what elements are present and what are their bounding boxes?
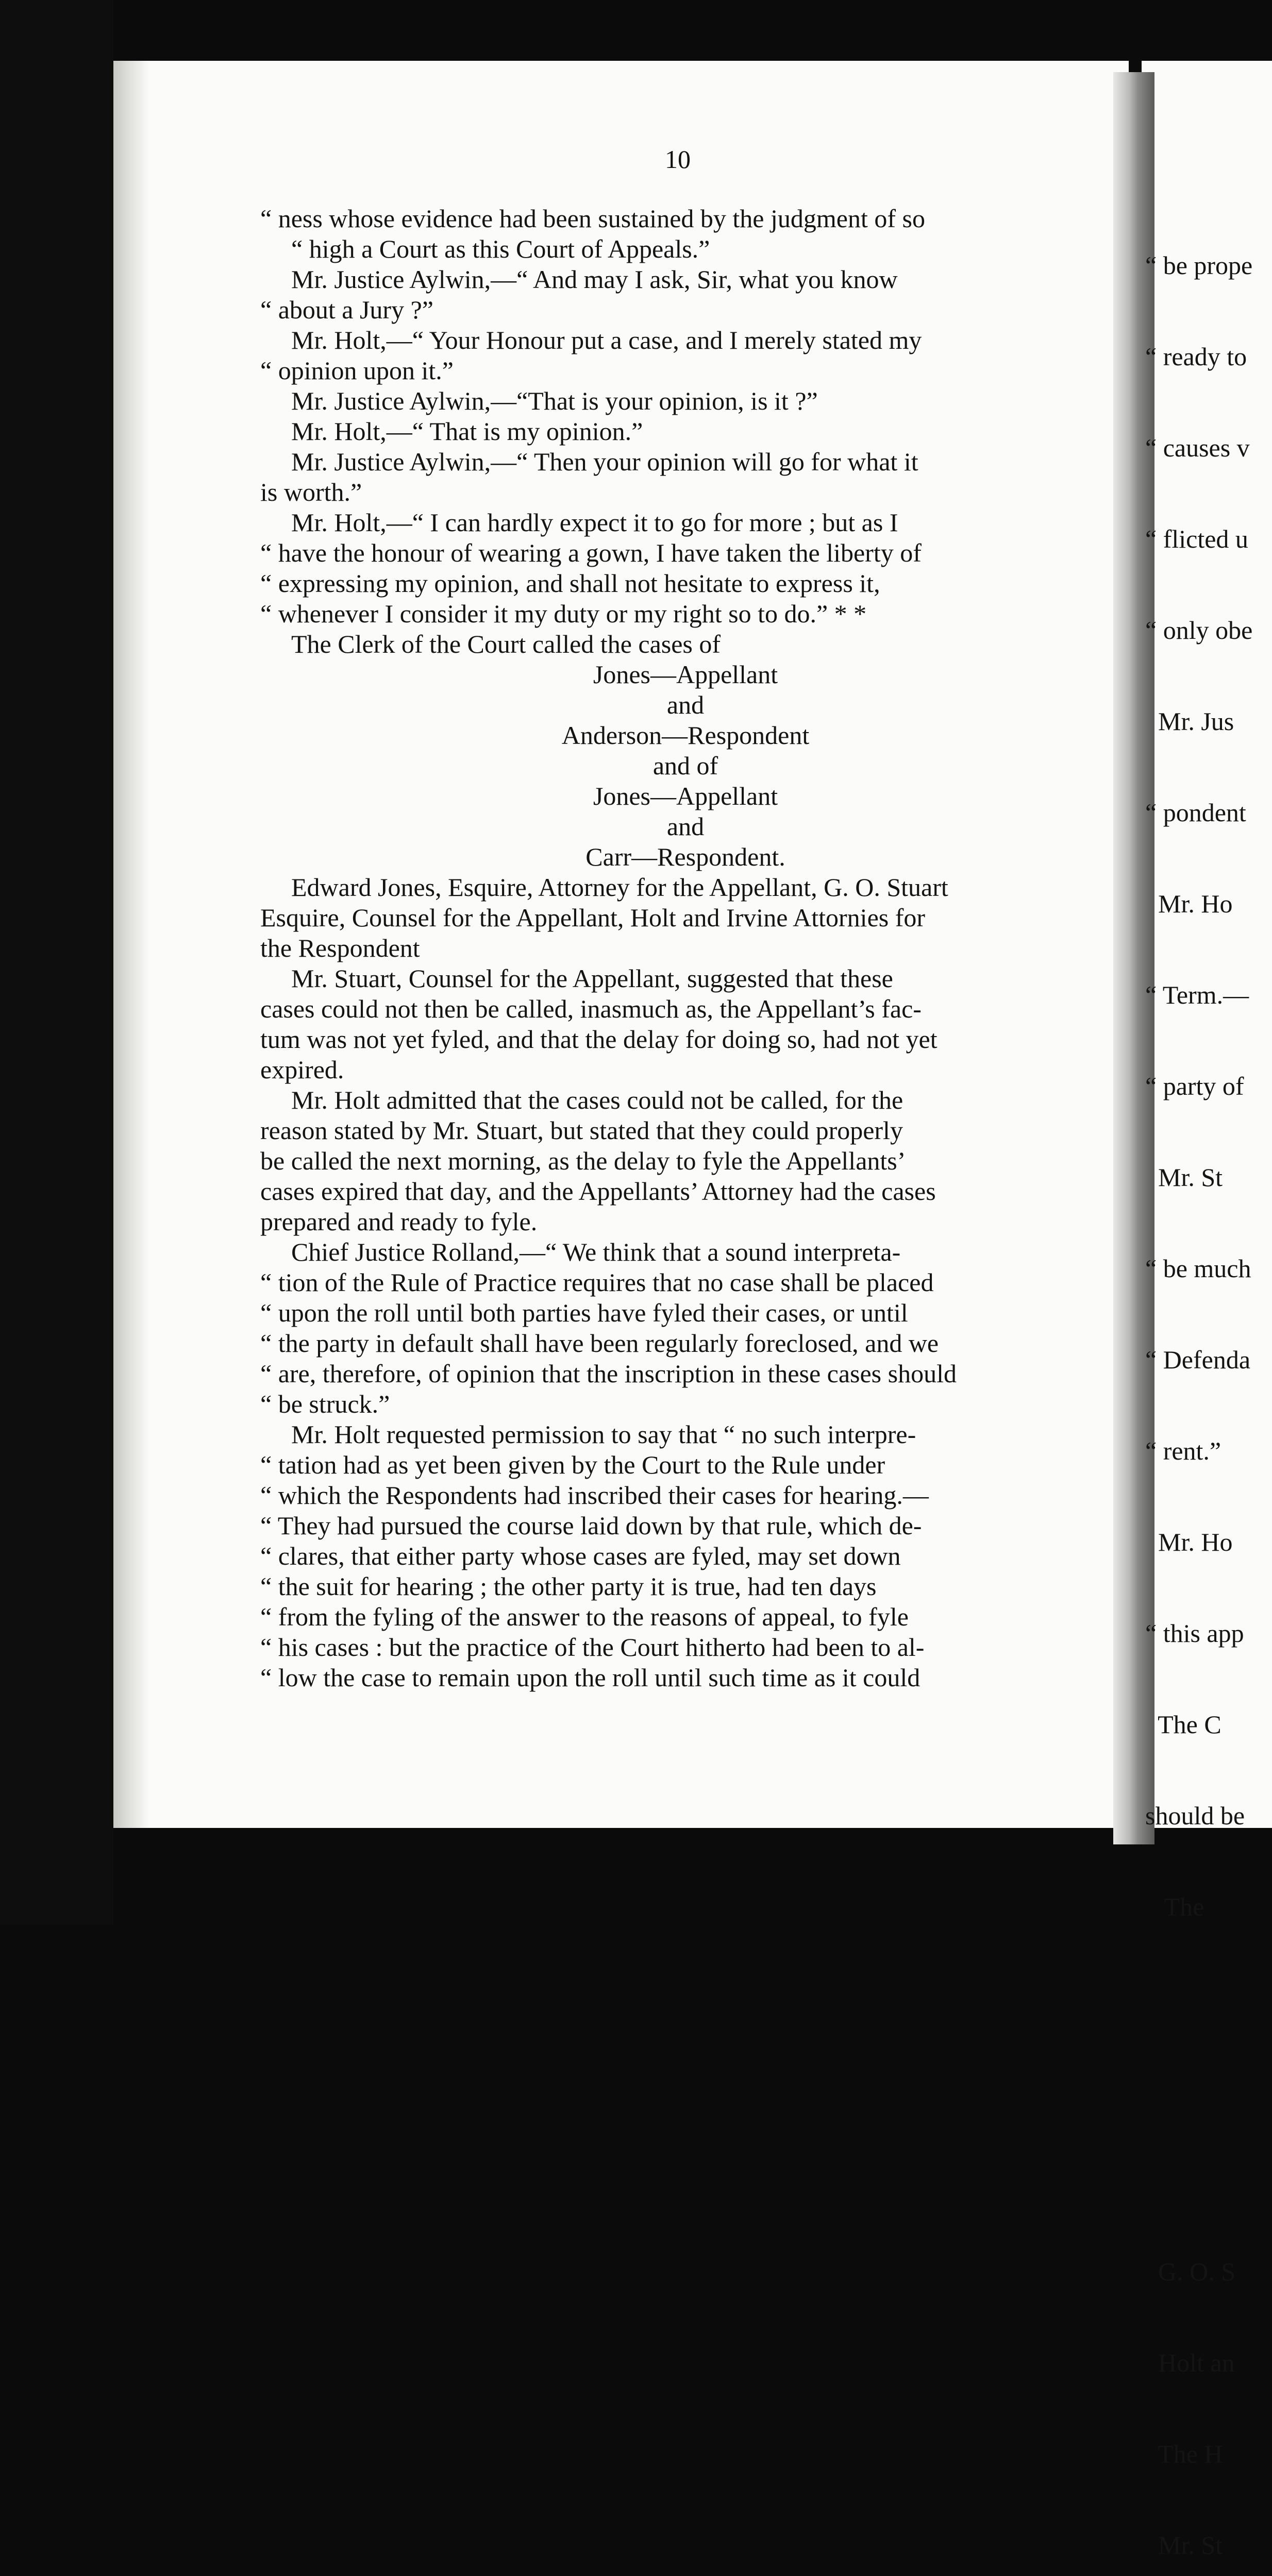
text-line: “ expressing my opinion, and shall not hesitate to express it, (260, 569, 880, 598)
text-line: be called the next morning, as the delay to fyle the Appellants’ (260, 1146, 906, 1175)
side-line: “ be much (1145, 1254, 1251, 1283)
text-line: “ which the Respondents had inscribed their cases for hearing.— (260, 1481, 929, 1510)
page-shadow (113, 61, 149, 1828)
case-heading: and (666, 812, 705, 841)
side-line: “ flicted u (1145, 524, 1248, 553)
text-line: expired. (260, 1055, 344, 1084)
text-line: reason stated by Mr. Stuart, but stated that they could properly (260, 1116, 903, 1145)
text-line: Mr. Holt,—“ Your Honour put a case, and I merely stated my (291, 326, 922, 354)
side-line: “ only obe (1145, 616, 1253, 645)
text-line: Mr. Holt requested permission to say that “ no such interpre- (291, 1420, 916, 1449)
text-line: cases expired that day, and the Appellants’ Attorney had the cases (260, 1177, 936, 1206)
case-heading: Jones—Appellant (593, 660, 778, 689)
text-line: Edward Jones, Esquire, Attorney for the Appellant, G. O. Stuart (291, 873, 948, 902)
text-line: cases could not then be called, inasmuch as, the Appellant’s fac- (260, 994, 922, 1023)
side-line (1145, 1983, 1272, 2013)
text-line: “ the party in default shall have been regularly foreclosed, and we (260, 1329, 939, 1358)
facing-page-text (1145, 190, 1272, 2576)
side-line: “ Defenda (1145, 1345, 1251, 1374)
scan-border (0, 0, 113, 1925)
side-line: The C (1145, 1710, 1221, 1739)
text-line: “ have the honour of wearing a gown, I have taken the liberty of (260, 538, 922, 567)
text-line: “ clares, that either party whose cases are fyled, may set down (260, 1541, 901, 1570)
case-heading: Jones—Appellant (593, 782, 778, 810)
text-line: Mr. Stuart, Counsel for the Appellant, suggested that these (291, 964, 893, 993)
text-line: The Clerk of the Court called the cases of (291, 630, 721, 658)
side-line (1145, 2074, 1272, 2105)
side-line: “ this app (1145, 1619, 1244, 1648)
side-line: Mr. St (1145, 1163, 1223, 1192)
text-line: “ about a Jury ?” (260, 295, 433, 324)
case-heading: and (666, 690, 705, 719)
text-line: “ from the fyling of the answer to the reasons of appeal, to fyle (260, 1602, 909, 1631)
text-line: “ low the case to remain upon the roll until such time as it could (260, 1663, 920, 1692)
text-line: is worth.” (260, 478, 362, 506)
text-line: “ whenever I consider it my duty or my right so to do.” * * (260, 599, 867, 628)
case-heading: Carr—Respondent. (585, 842, 785, 871)
text-line: Esquire, Counsel for the Appellant, Holt and Irvine Attornies for (260, 903, 926, 932)
text-line: “ be struck.” (260, 1389, 390, 1418)
text-line: “ are, therefore, of opinion that the inscription in these cases should (260, 1359, 957, 1388)
side-line: “ ready to (1145, 342, 1247, 371)
side-line: Mr. St (1145, 2531, 1223, 2560)
text-line: Mr. Justice Aylwin,—“ Then your opinion will go for what it (291, 447, 918, 476)
side-line: Mr. Jus (1145, 707, 1234, 736)
text-line: “ tion of the Rule of Practice requires that no case shall be placed (260, 1268, 934, 1297)
text-line: Mr. Justice Aylwin,—“That is your opinion, is it ?” (291, 386, 818, 415)
text-line: “ high a Court as this Court of Appeals.” (291, 234, 710, 263)
side-line: “ pondent (1145, 798, 1246, 827)
text-line: Mr. Holt,—“ I can hardly expect it to go for more ; but as I (291, 508, 898, 537)
text-line: “ ness whose evidence had been sustained by the judgment of so (260, 204, 925, 233)
side-line: Holt an (1145, 2348, 1235, 2377)
text-line: Mr. Holt admitted that the cases could not be called, for the (291, 1086, 903, 1114)
side-line: “ be prope (1145, 251, 1253, 280)
side-line: Mr. Ho (1145, 889, 1233, 918)
text-line: “ They had pursued the course laid down by that rule, which de- (260, 1511, 922, 1540)
text-line: “ the suit for hearing ; the other party it is true, had ten days (260, 1572, 877, 1601)
text-line: the Respondent (260, 934, 420, 962)
side-line: “ causes v (1145, 433, 1250, 462)
side-line: Mr. Ho (1145, 1528, 1233, 1556)
side-line: The (1145, 1892, 1204, 1921)
side-line (1145, 2165, 1272, 2196)
text-line: “ his cases : but the practice of the Court hitherto had been to al- (260, 1633, 925, 1662)
page-number: 10 (665, 145, 691, 174)
text-line: “ upon the roll until both parties have fyled their cases, or until (260, 1298, 908, 1327)
side-line: The H (1145, 2439, 1223, 2468)
text-line: Mr. Justice Aylwin,—“ And may I ask, Sir, what you know (291, 265, 898, 294)
text-line: prepared and ready to fyle. (260, 1207, 538, 1236)
text-line: “ tation had as yet been given by the Court to the Rule under (260, 1450, 885, 1479)
case-heading: Anderson—Respondent (561, 721, 810, 750)
text-line: Mr. Holt,—“ That is my opinion.” (291, 417, 643, 446)
side-line: “ rent.” (1145, 1436, 1221, 1465)
side-line: “ party of (1145, 1072, 1244, 1100)
text-line: tum was not yet fyled, and that the delay for doing so, had not yet (260, 1025, 938, 1054)
text-line: “ opinion upon it.” (260, 356, 454, 385)
case-heading: and of (652, 751, 718, 780)
text-line: Chief Justice Rolland,—“ We think that a sound interpreta- (291, 1238, 901, 1266)
main-text (260, 204, 1111, 1693)
side-line: “ Term.— (1145, 980, 1249, 1009)
side-line: should be (1145, 1801, 1245, 1830)
side-line: G. O. S (1145, 2257, 1236, 2286)
